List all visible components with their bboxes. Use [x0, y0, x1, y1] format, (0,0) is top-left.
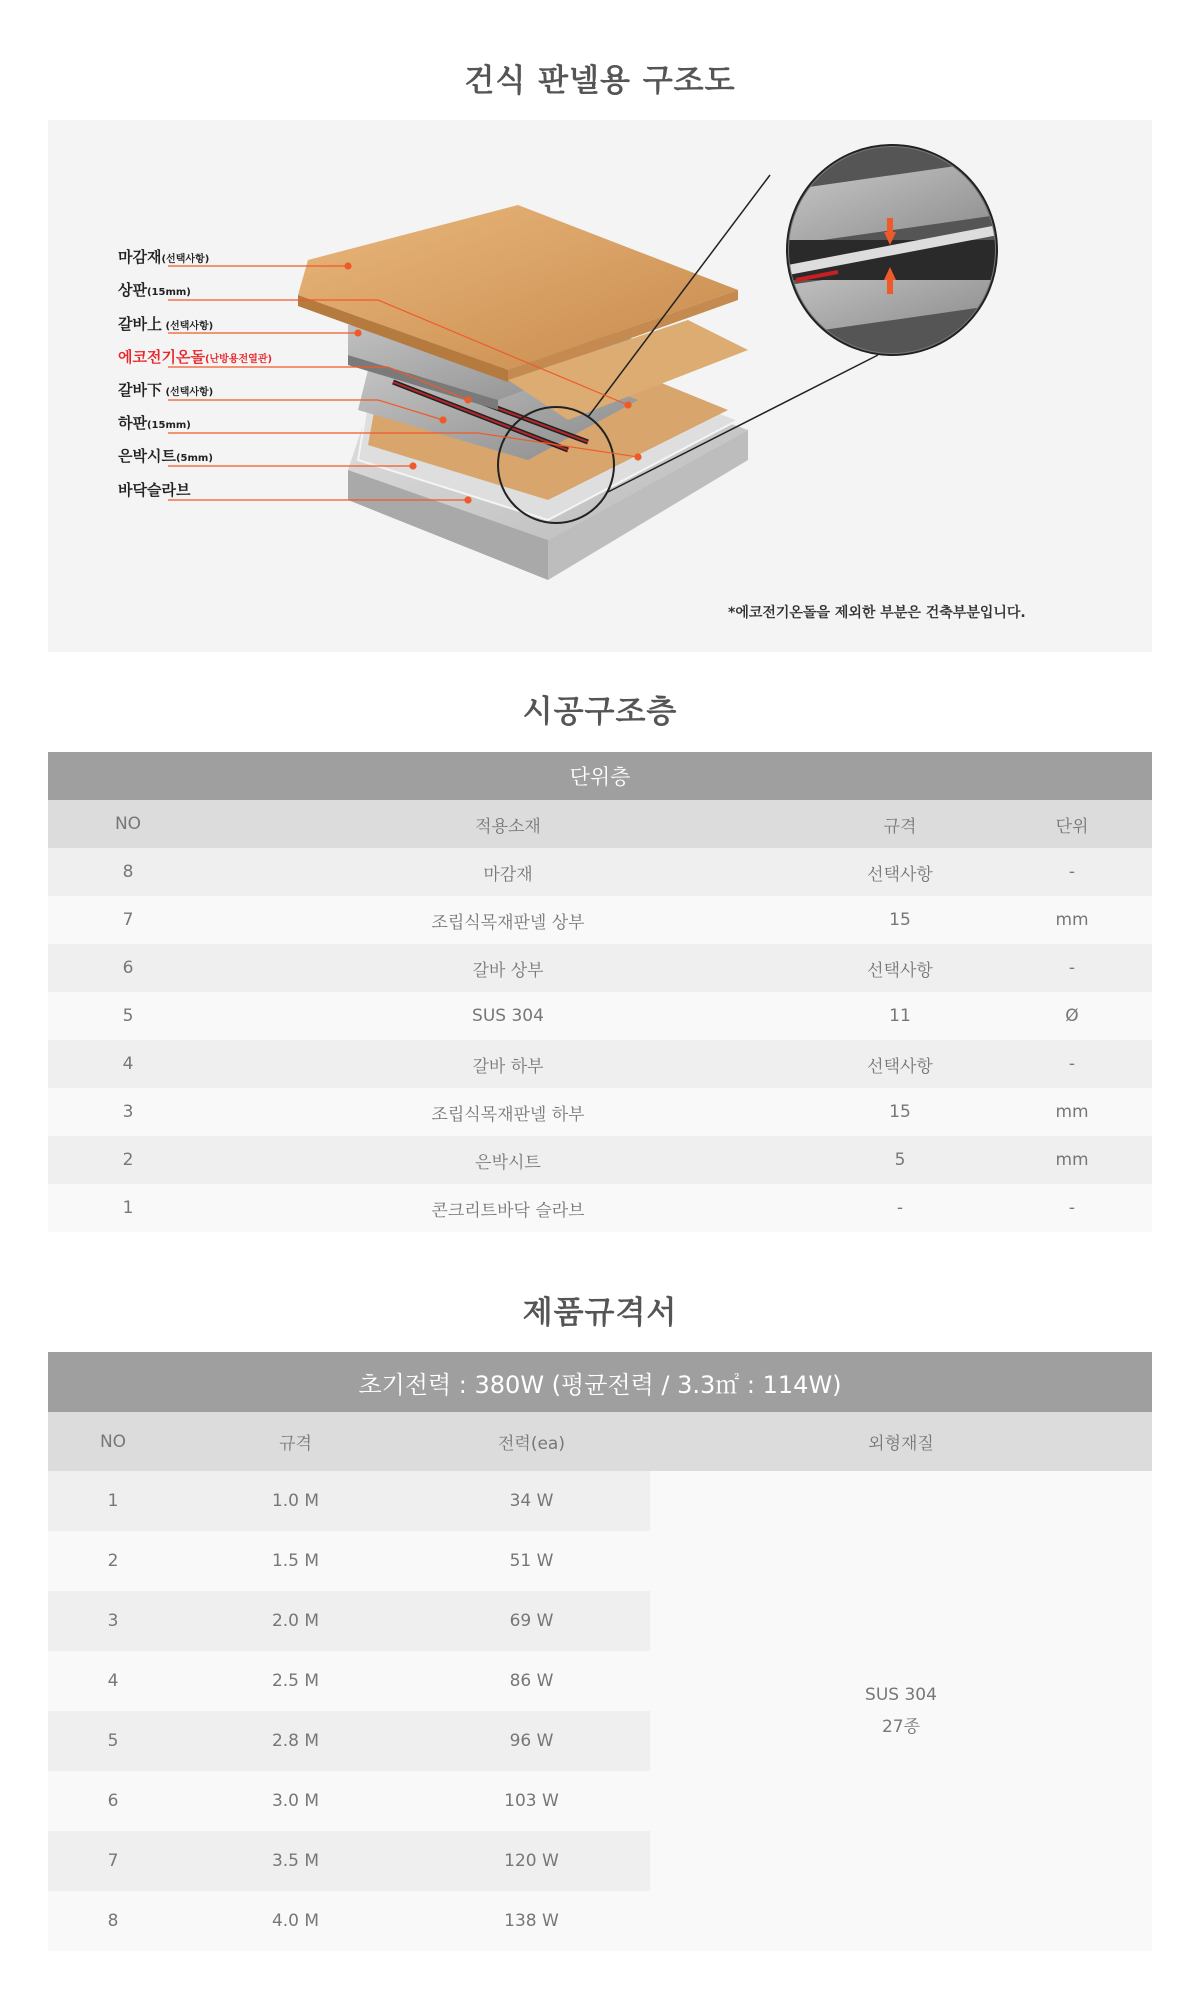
table-row: 4 갈바 하부 선택사항 -	[48, 1040, 1152, 1088]
table-row: 8 4.0 M 138 W	[48, 1891, 1152, 1951]
material-cell: SUS 304 27종	[650, 1471, 1152, 1951]
diagram-note: *에코전기온돌을 제외한 부분은 건축부분입니다.	[728, 605, 1026, 621]
col-header-no: NO	[48, 1412, 178, 1471]
label-eco-heater: 에코전기온돌(난방용전열관)	[118, 348, 273, 366]
label-foil-sheet: 은박시트(5mm)	[118, 447, 213, 465]
table-title: 초기전력 : 380W (평균전력 / 3.3㎡ : 114W)	[48, 1352, 1152, 1412]
col-header-unit: 단위	[992, 800, 1152, 848]
table-row: 6 3.0 M 103 W	[48, 1771, 1152, 1831]
table-row: 1 콘크리트바닥 슬라브 - -	[48, 1184, 1152, 1232]
label-galva-lower: 갈바下 (선택사항)	[118, 381, 214, 399]
col-header-spec: 규격	[808, 800, 992, 848]
table-row: 2 1.5 M 51 W	[48, 1531, 1152, 1591]
label-top-board: 상판(15mm)	[118, 281, 191, 299]
product-spec-title: 제품규격서	[522, 1295, 678, 1331]
product-spec-table	[48, 1352, 1152, 1951]
label-finish: 마감재(선택사항)	[118, 248, 210, 266]
table-title: 단위층	[48, 752, 1152, 800]
label-floor-slab: 바닥슬라브	[118, 481, 191, 499]
diagram-title: 건식 판넬용 구조도	[464, 63, 736, 99]
label-galva-upper: 갈바上 (선택사항)	[118, 315, 214, 333]
table-row: 7 3.5 M 120 W	[48, 1831, 1152, 1891]
table-row: 7 조립식목재판넬 상부 15 mm	[48, 896, 1152, 944]
table-row: 1 1.0 M 34 W SUS 304 27종	[48, 1471, 1152, 1531]
construction-layers-title: 시공구조층	[522, 694, 678, 730]
table-row: 5 SUS 304 11 Ø	[48, 992, 1152, 1040]
col-header-material: 외형재질	[650, 1412, 1152, 1471]
col-header-power: 전력(ea)	[413, 1412, 650, 1471]
table-row: 3 조립식목재판넬 하부 15 mm	[48, 1088, 1152, 1136]
col-header-spec: 규격	[178, 1412, 413, 1471]
panel-layers-illustration	[48, 120, 1152, 652]
construction-layers-table	[48, 752, 1152, 1232]
table-row: 3 2.0 M 69 W	[48, 1591, 1152, 1651]
table-row: 6 갈바 상부 선택사항 -	[48, 944, 1152, 992]
col-header-material: 적용소재	[208, 800, 808, 848]
table-row: 2 은박시트 5 mm	[48, 1136, 1152, 1184]
structure-diagram	[48, 120, 1152, 652]
table-row: 8 마감재 선택사항 -	[48, 848, 1152, 896]
col-header-no: NO	[48, 800, 208, 848]
label-bottom-board: 하판(15mm)	[118, 414, 191, 432]
table-row: 4 2.5 M 86 W	[48, 1651, 1152, 1711]
table-row: 5 2.8 M 96 W	[48, 1711, 1152, 1771]
